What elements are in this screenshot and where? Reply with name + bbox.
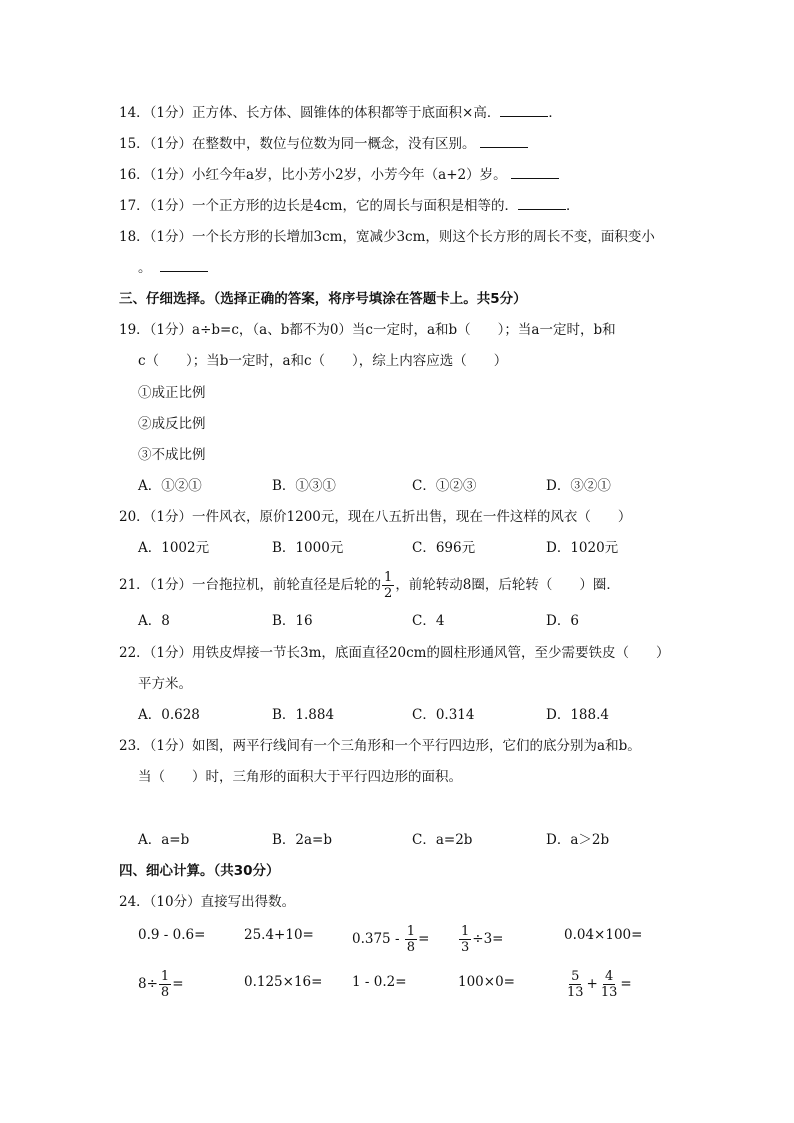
q23-option-a[interactable]: A．a=b bbox=[138, 832, 190, 848]
answer-blank[interactable] bbox=[480, 135, 528, 148]
question-20: 20．（1分）一件风衣，原价1200元，现在八五折出售，现在一件这样的风衣（ ） bbox=[119, 509, 632, 525]
question-text: 16．（1分）小红今年a岁，比小芳小2岁，小芳今年（a+2）岁。 bbox=[119, 167, 507, 183]
calc-r2-c1 bbox=[138, 968, 184, 1000]
fraction-denominator: 8 bbox=[160, 985, 170, 1000]
calc-text: + bbox=[586, 976, 598, 992]
calc-text: 8÷ bbox=[138, 976, 158, 992]
q23-option-d[interactable]: D．a＞2b bbox=[546, 832, 610, 848]
q22-option-a[interactable]: A．0.628 bbox=[138, 707, 200, 723]
fraction-denominator: 2 bbox=[384, 586, 393, 601]
answer-blank[interactable] bbox=[511, 166, 559, 179]
q20-option-b[interactable]: B．1000元 bbox=[272, 540, 344, 556]
calc-r2-c5 bbox=[564, 966, 632, 1002]
calc-r1-c3 bbox=[352, 923, 429, 955]
fraction bbox=[459, 924, 471, 955]
answer-blank[interactable] bbox=[500, 104, 548, 117]
q22-option-d[interactable]: D．188.4 bbox=[546, 707, 609, 723]
calc-text: = bbox=[172, 976, 184, 992]
q22-option-b[interactable]: B．1.884 bbox=[272, 707, 335, 723]
fraction bbox=[405, 924, 417, 955]
calc-text: ÷3= bbox=[472, 931, 504, 947]
question-text: 21．（1分）一台拖拉机，前轮直径是后轮的 bbox=[119, 577, 382, 593]
question-19-line2: c（ ）；当b一定时，a和c（ ），综上内容应选（ ） bbox=[138, 353, 508, 369]
fraction-numerator: 4 bbox=[604, 969, 614, 984]
section-3-title: 三、仔细选择。（选择正确的答案，将序号填涂在答题卡上。共5分） bbox=[119, 291, 527, 307]
fraction-numerator: 1 bbox=[160, 969, 170, 984]
q23-option-c[interactable]: C．a=2b bbox=[412, 832, 473, 848]
fraction bbox=[159, 969, 171, 1000]
answer-blank[interactable] bbox=[160, 259, 208, 272]
fraction-denominator: 8 bbox=[406, 940, 416, 955]
question-text: 14．（1分）正方体、长方体、圆锥体的体积都等于底面积×高． bbox=[119, 105, 501, 121]
answer-blank[interactable] bbox=[518, 197, 566, 210]
q19-option-d[interactable]: D．③②① bbox=[546, 478, 611, 494]
section-4-title: 四、细心计算。（共30分） bbox=[119, 863, 280, 879]
question-16 bbox=[119, 165, 559, 185]
question-text: 17．（1分）一个正方形的边长是4cm，它的周长与面积是相等的． bbox=[119, 198, 518, 214]
calc-r1-c1: 0.9 - 0.6= bbox=[138, 927, 206, 943]
question-17 bbox=[119, 196, 579, 216]
question-15 bbox=[119, 134, 528, 154]
question-text: 15．（1分）在整数中，数位与位数为同一概念，没有区别。 bbox=[119, 136, 476, 152]
q23-option-b[interactable]: B．2a=b bbox=[272, 832, 333, 848]
fraction-denominator: 13 bbox=[567, 985, 584, 1000]
question-21 bbox=[119, 568, 620, 602]
calc-r2-c3: 1 - 0.2= bbox=[352, 974, 407, 990]
fraction-numerator: 1 bbox=[406, 924, 416, 939]
q20-option-c[interactable]: C．696元 bbox=[412, 540, 476, 556]
question-19-item-1: ①成正比例 bbox=[138, 385, 206, 401]
calc-r2-c4: 100×0= bbox=[458, 974, 515, 990]
q21-option-d[interactable]: D．6 bbox=[546, 613, 579, 629]
fraction bbox=[599, 969, 620, 1000]
q21-option-a[interactable]: A．8 bbox=[138, 613, 170, 629]
question-text: 。 bbox=[138, 260, 152, 276]
question-text: ，前轮转动8圈，后轮转（ ）圈． bbox=[395, 577, 620, 593]
fraction-denominator: 3 bbox=[461, 940, 470, 955]
fraction bbox=[382, 570, 394, 601]
question-23-line2: 当（ ）时，三角形的面积大于平行四边形的面积。 bbox=[138, 769, 462, 785]
fraction bbox=[565, 969, 586, 1000]
question-22-line2: 平方米。 bbox=[138, 676, 192, 692]
q22-option-c[interactable]: C．0.314 bbox=[412, 707, 475, 723]
q19-option-b[interactable]: B．①③① bbox=[272, 478, 336, 494]
calc-r2-c2: 0.125×16= bbox=[244, 974, 323, 990]
question-23-line1: 23．（1分）如图，两平行线间有一个三角形和一个平行四边形，它们的底分别为a和b。 bbox=[119, 738, 641, 754]
calc-text: 0.375 - bbox=[352, 931, 404, 947]
fraction-denominator: 13 bbox=[600, 985, 618, 1000]
q20-option-a[interactable]: A．1002元 bbox=[138, 540, 210, 556]
question-22-line1: 22．（1分）用铁皮焊接一节长3m，底面直径20cm的圆柱形通风管，至少需要铁皮（ ） bbox=[119, 645, 670, 661]
q21-option-b[interactable]: B．16 bbox=[272, 613, 313, 629]
question-tail: ． bbox=[565, 198, 580, 214]
calc-r1-c4 bbox=[458, 923, 504, 955]
question-18-line1: 18．（1分）一个长方形的长增加3cm，宽减少3cm，则这个长方形的周长不变，面积变小 bbox=[119, 229, 655, 245]
question-19-line1: 19．（1分）a÷b=c，（a、b都不为0）当c一定时，a和b（ ）；当a一定时，b和 bbox=[119, 322, 616, 338]
question-tail: ． bbox=[548, 105, 562, 121]
question-24: 24．（10分）直接写出得数。 bbox=[119, 894, 296, 910]
fraction-numerator: 1 bbox=[461, 924, 470, 939]
calc-r1-c2: 25.4+10= bbox=[244, 927, 314, 943]
q20-option-d[interactable]: D．1020元 bbox=[546, 540, 619, 556]
q21-option-c[interactable]: C．4 bbox=[412, 613, 445, 629]
calc-text: = bbox=[620, 976, 632, 992]
question-19-item-2: ②成反比例 bbox=[138, 416, 206, 432]
q19-option-c[interactable]: C．①②③ bbox=[412, 478, 477, 494]
question-18-line2 bbox=[138, 258, 208, 278]
fraction-numerator: 1 bbox=[384, 570, 393, 585]
fraction-numerator: 5 bbox=[571, 969, 580, 984]
q19-option-a[interactable]: A．①②① bbox=[138, 478, 202, 494]
calc-text: = bbox=[418, 931, 430, 947]
question-19-item-3: ③不成比例 bbox=[138, 447, 206, 463]
question-14 bbox=[119, 103, 562, 123]
calc-r1-c5: 0.04×100= bbox=[564, 927, 643, 943]
